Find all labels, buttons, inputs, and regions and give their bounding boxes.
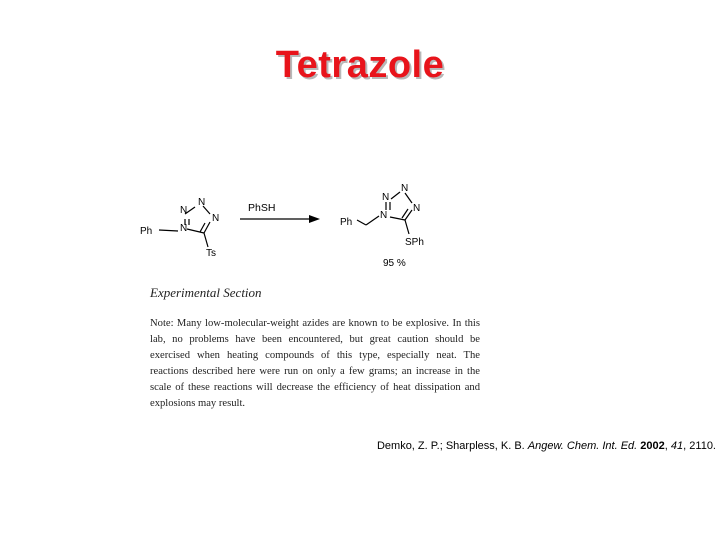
product-thiophenyl-label: SPh <box>405 237 424 248</box>
product-atom-n3: N <box>413 203 421 214</box>
experimental-note: Note: Many low-molecular-weight azides are known to be explosive. In this lab, no problems have been encountered, but great caution should be exercised when heating compounds of this type, especially neat. The reactions described here were run on only a few grams; an increase in the scale of these reactions will decrease the efficiency of heat dissipation and explosions may result. <box>150 318 480 409</box>
reactant-atom-n4: N <box>180 223 188 234</box>
reactant-phenyl-label: Ph <box>140 226 153 237</box>
reaction-arrow <box>240 215 320 223</box>
slide-title: Tetrazole <box>275 44 445 86</box>
reactant-structure <box>140 197 219 259</box>
product-atom-n1: N <box>401 183 409 194</box>
citation-journal: Angew. Chem. Int. Ed. <box>527 440 638 452</box>
experimental-section-heading: Experimental Section <box>150 285 262 300</box>
reactant-tosyl-label: Ts <box>206 248 216 259</box>
yield-label: 95 % <box>383 258 406 269</box>
product-structure <box>340 183 424 248</box>
reactant-atom-n2: N <box>180 205 188 216</box>
citation-authors: Demko, Z. P.; Sharpless, K. B. <box>376 440 525 452</box>
reagent-label: PhSH <box>248 202 276 214</box>
product-atom-n2: N <box>382 192 390 203</box>
reactant-atom-n1: N <box>198 197 206 208</box>
reactant-atom-n3: N <box>212 213 220 224</box>
citation-pages: 2110. <box>689 440 716 452</box>
citation-year: 2002 <box>640 440 665 452</box>
product-phenyl-label: Ph <box>340 217 353 228</box>
citation-volume: 41 <box>670 440 684 452</box>
product-atom-n4: N <box>380 210 388 221</box>
citation: Demko, Z. P.; Sharpless, K. B. Angew. Chem. Int. Ed. 2002, 41, 2110. <box>376 440 716 452</box>
